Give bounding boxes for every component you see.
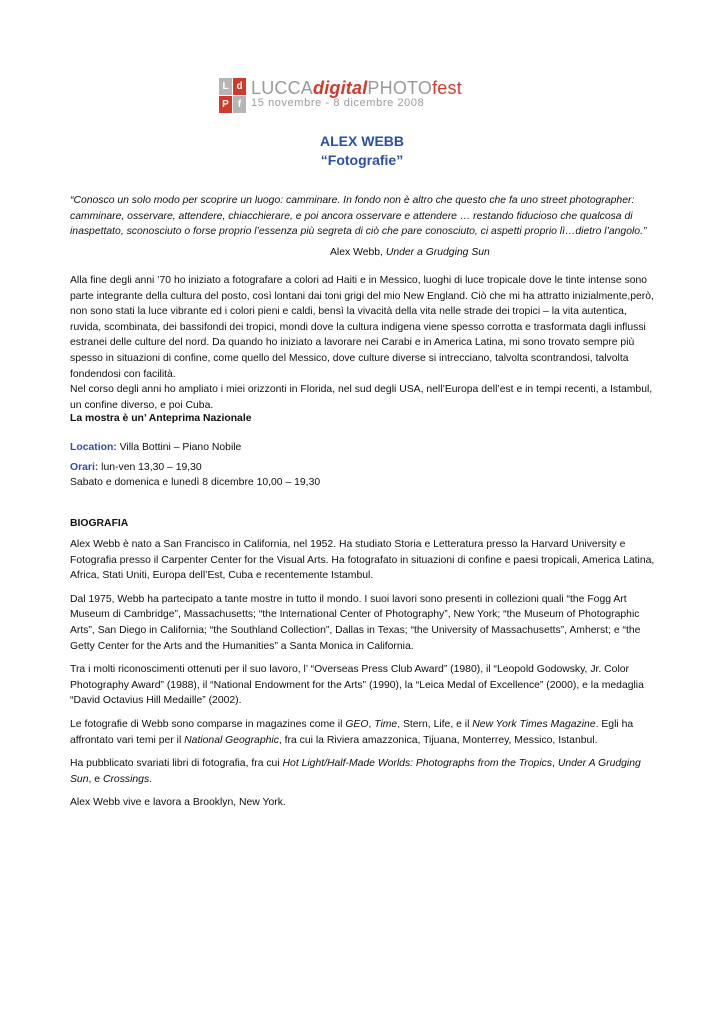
bio-paragraph: Alex Webb vive e lavora a Brooklyn, New York.	[70, 797, 286, 809]
exhibition-note: La mostra è un’ Anteprima Nazionale	[70, 413, 252, 424]
magazine-title: Time	[374, 718, 398, 730]
location-line	[70, 440, 241, 456]
page-subtitle: “Fotografie”	[320, 152, 404, 168]
logo-text-digital: digital	[313, 78, 368, 98]
logo-text-lucca: LUCCA	[251, 78, 314, 98]
logo-mark-letter: P	[219, 96, 232, 113]
intro-text	[70, 273, 660, 413]
bio-text: Ha pubblicato svariati libri di fotografia, fra cui	[70, 758, 283, 770]
hours-value: lun-ven 13,30 – 19,30	[98, 462, 202, 473]
logo-dates: 15 novembre - 8 dicembre 2008	[251, 97, 425, 109]
intro-paragraph-2: Nel corso degli anni ho ampliato i miei orizzonti in Florida, nel sud degli USA, nell’Europa dell’est e in tempi recenti, a Istambul, un confine diverso, e poi Cuba.	[70, 384, 653, 411]
location-label: Location:	[70, 442, 117, 453]
bio-text: , fra cui la Riviera amazzonica, Tijuana, Monterrey, Messico, Istanbul.	[278, 734, 598, 746]
bio-heading: BIOGRAFIA	[70, 518, 129, 529]
hours-weekend: Sabato e domenica e lunedì 8 dicembre 10,00 – 19,30	[70, 477, 321, 488]
logo-wordmark	[251, 78, 462, 109]
logo-mark-icon	[219, 78, 245, 112]
quote-signature	[330, 247, 490, 258]
page-title: ALEX WEBB	[320, 133, 404, 149]
biography	[70, 537, 660, 819]
logo-mark-letter: f	[233, 96, 246, 113]
opening-quote: “Conosco un solo modo per scoprire un luogo: camminare. In fondo non è altro che questo che fa uno street photographer: camminare, osservare, attendere, chiacchierare, e poi ancora osservare e attendere … restando fiducioso che qualcosa di inaspettato, sconosciuto o forse proprio l’essenza più segreta di ciò che pare conosciuto, ci aspetti proprio lì…dietro l’angolo.”	[70, 195, 647, 238]
logo-mark-letter: L	[219, 78, 232, 95]
book-title: Hot Light/Half-Made Worlds: Photographs from the Tropics	[282, 758, 553, 770]
signature-book: Under a Grudging Sun	[385, 247, 490, 258]
book-title: Under A Grudging Sun	[70, 758, 641, 785]
signature-author: Alex Webb,	[330, 247, 386, 258]
bio-paragraph: Dal 1975, Webb ha partecipato a tante mostre in tutto il mondo. I suoi lavori sono presenti in collezioni quali “the Fogg Art Museum di Cambridge”, Massachusetts; “the International Center of Photography”, New York; “the Museum of Photographic Arts”, San Diego in California; “the Southland Collection”, Dallas in Texas; “the University of Massachusetts”, Amherst; e “the Getty Center for the Arts and the Humanities” a Santa Monica in California.	[70, 593, 641, 652]
magazine-title: National Geographic	[184, 734, 279, 746]
bio-paragraph: Tra i molti riconoscimenti ottenuti per il suo lavoro, l’ “Overseas Press Club Award” (1980), il “Leopold Godowsky, Jr. Color Photography Award” (1988), il “National Endowment for the Arts” (1990), la “Leica Medal of Excellence” (2000), e la medaglia “David Octavius Hill Medaille” (2002).	[70, 664, 644, 707]
magazine-title: GEO	[345, 718, 369, 730]
location-value: Villa Bottini – Piano Nobile	[116, 442, 242, 453]
logo-title	[251, 78, 462, 98]
bio-text: ,	[552, 758, 558, 770]
festival-logo	[219, 78, 462, 112]
book-title: Crossings	[102, 773, 150, 785]
logo-text-photo: PHOTO	[367, 78, 433, 98]
bio-paragraph	[70, 717, 660, 748]
logo-text-fest: fest	[432, 78, 462, 98]
hours-label: Orari:	[70, 462, 99, 473]
bio-text: Le fotografie di Webb sono comparse in magazines come il	[70, 718, 346, 730]
magazine-title: New York Times Magazine	[472, 718, 596, 730]
logo-mark-letter: d	[233, 78, 246, 95]
bio-text: ,	[368, 718, 375, 730]
bio-text: , e	[88, 773, 103, 785]
intro-paragraph: Alla fine degli anni ’70 ho iniziato a fotografare a colori ad Haiti e in Messico, luoghi di luce tropicale dove le tinte intense sono parte integrante della cultura del posto, così lontani dai toni grigi del mio New England. Ciò che mi ha attratto inizialmente,però, non sono stati la luce vibrante ed i colori pieni e caldi, bensì la vivacità della vita nelle strade dei tropici – la vita autentica, ruvida, scombinata, dei bassifondi dei tropici, mondi dove la cultura indigena viene spesso corrotta e trasformata dagli influssi estranei delle culture del nord. Da quando ho iniziato a lavorare nei Carabi e in America Latina, mi sono trovato sempre più spesso in situazioni di confine, come quello del Messico, dove culture diverse si intrecciano, talvolta scontrandosi, talvolta fondendosi con facilità.	[70, 275, 654, 380]
hours-line	[70, 460, 202, 476]
bio-text: . Egli ha affrontato vari temi per il	[70, 718, 634, 746]
bio-paragraph: Alex Webb è nato a San Francisco in California, nel 1952. Ha studiato Storia e Letteratura presso la Harvard University e Fotografia presso il Carpenter Center for the Visual Arts. Ha fotografato in situazioni di confine e paesi tropicali, America Latina, Africa, Stati Uniti, Europa dell’Est, Cuba e recentemente Istambul.	[70, 539, 655, 582]
bio-text: , Stern, Life, e il	[397, 718, 473, 730]
bio-text: .	[149, 773, 153, 785]
bio-paragraph	[70, 756, 660, 787]
